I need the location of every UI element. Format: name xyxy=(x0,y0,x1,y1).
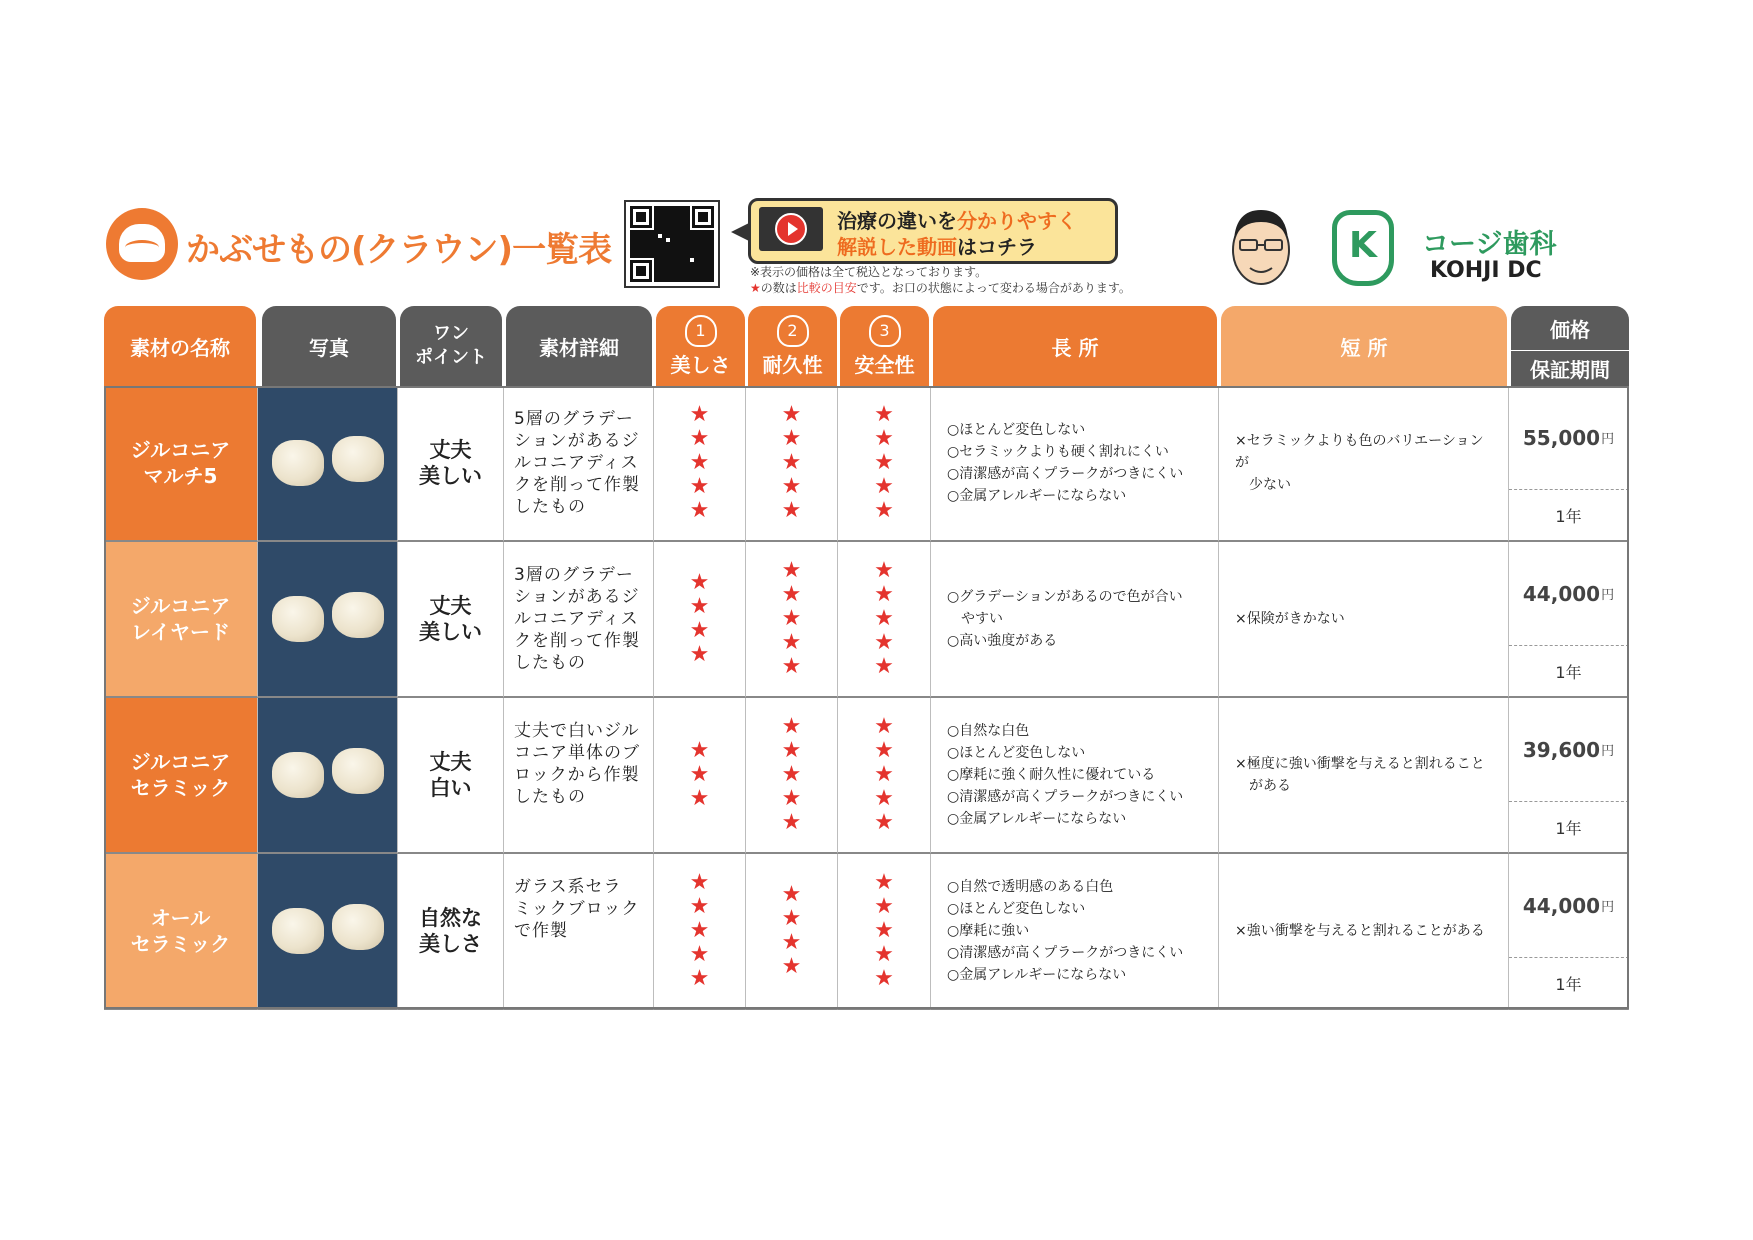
row-price xyxy=(1509,698,1629,802)
pros-item: ○清潔感が高くプラークがつきにくい xyxy=(947,945,1184,961)
row-safety-stars xyxy=(838,542,931,698)
price-value: 39,600 xyxy=(1522,737,1601,762)
row-name: オール セラミック xyxy=(104,854,258,1010)
pros-item: ○セラミックよりも硬く割れにくい xyxy=(947,444,1169,460)
crown-photo-icon xyxy=(332,592,384,638)
clinic-name: コージ歯科 xyxy=(1422,229,1557,260)
row-detail: 丈夫で白いジル コニア単体のブ ロックから作製 したもの xyxy=(504,698,654,854)
row-photo xyxy=(258,542,398,698)
price-value: 44,000 xyxy=(1522,581,1601,606)
col-header-durability: 2 耐久性 xyxy=(748,306,837,386)
safety-rating: ★ ★ ★ ★ ★ xyxy=(874,558,894,679)
beauty-rating: ★ ★ ★ xyxy=(689,738,710,811)
col-header-photo: 写真 xyxy=(262,306,396,386)
crown-photo-icon xyxy=(272,440,324,486)
durability-rating: ★ ★ ★ ★ ★ xyxy=(781,714,802,835)
video-play-icon xyxy=(759,207,823,251)
row-photo xyxy=(258,698,398,854)
col-header-safety: 3 安全性 xyxy=(840,306,929,386)
banner-line-2: 解説した動画はコチラ xyxy=(837,235,1037,259)
tooth-logo-icon xyxy=(106,208,178,280)
row-cons xyxy=(1219,386,1509,542)
row-durability-stars xyxy=(746,542,838,698)
durability-rating: ★ ★ ★ ★ xyxy=(781,882,802,979)
crown-photo-icon xyxy=(272,596,324,642)
col-header-beauty: 1 美しさ xyxy=(656,306,745,386)
pros-item: ○ほとんど変色しない xyxy=(947,901,1086,917)
col-header-point: ワン ポイント xyxy=(400,306,502,386)
pros-item: ○ほとんど変色しない xyxy=(947,422,1086,438)
row-photo xyxy=(258,854,398,1010)
pros-item: ○ほとんど変色しない xyxy=(947,745,1086,761)
row-price xyxy=(1509,542,1629,646)
row-warranty: 1年 xyxy=(1509,490,1629,542)
pros-item: ○摩耗に強い xyxy=(947,923,1030,939)
row-detail: 3層のグラデー ションがあるジ ルコニアディス クを削って作製 したもの xyxy=(504,542,654,698)
row-beauty-stars xyxy=(654,854,746,1010)
beauty-rating: ★ ★ ★ ★ xyxy=(689,570,710,667)
col-header-warranty: 保証期間 xyxy=(1511,350,1629,386)
cons-text: ×セラミックよりも色のバリエーションが 少ない xyxy=(1235,433,1484,493)
pros-item: ○自然な白色 xyxy=(947,723,1030,739)
dentist-face-icon xyxy=(1222,200,1300,288)
col-header-detail: 素材詳細 xyxy=(506,306,652,386)
beauty-rating: ★ ★ ★ ★ ★ xyxy=(689,870,710,991)
row-warranty: 1年 xyxy=(1509,646,1629,698)
safety-rating: ★ ★ ★ ★ ★ xyxy=(874,402,894,523)
yen-unit: 円 xyxy=(1601,744,1615,759)
row-beauty-stars xyxy=(654,542,746,698)
pros-item: ○高い強度がある xyxy=(947,633,1058,649)
row-safety-stars xyxy=(838,698,931,854)
crown-comparison-table xyxy=(104,306,1629,1009)
col-header-cons: 短 所 xyxy=(1221,306,1507,386)
pros-item: ○金属アレルギーにならない xyxy=(947,967,1127,983)
pros-item: ○金属アレルギーにならない xyxy=(947,811,1127,827)
row-safety-stars xyxy=(838,386,931,542)
cons-text: ×極度に強い衝撃を与えると割れること がある xyxy=(1235,756,1485,794)
durability-rating: ★ ★ ★ ★ ★ xyxy=(781,558,802,679)
pros-item: ○清潔感が高くプラークがつきにくい xyxy=(947,789,1184,805)
beauty-rating: ★ ★ ★ ★ ★ xyxy=(689,402,710,523)
row-point: 自然な 美しさ xyxy=(398,854,504,1010)
pros-item: やすい xyxy=(947,611,1003,627)
qr-code-icon[interactable] xyxy=(624,200,720,288)
row-pros xyxy=(931,698,1219,854)
row-detail: ガラス系セラ ミックブロック で作製 xyxy=(504,854,654,1010)
row-pros xyxy=(931,854,1219,1010)
yen-unit: 円 xyxy=(1601,900,1615,915)
row-price xyxy=(1509,854,1629,958)
safety-rating: ★ ★ ★ ★ ★ xyxy=(874,714,894,835)
row-cons xyxy=(1219,698,1509,854)
row-beauty-stars xyxy=(654,386,746,542)
col-header-name: 素材の名称 xyxy=(104,306,256,386)
crown-photo-icon xyxy=(332,436,384,482)
crown-photo-icon xyxy=(272,752,324,798)
row-durability-stars xyxy=(746,854,838,1010)
row-pros xyxy=(931,542,1219,698)
clinic-name-en: KOHJI DC xyxy=(1430,258,1542,283)
crown-photo-icon xyxy=(332,904,384,950)
yen-unit: 円 xyxy=(1601,432,1615,447)
pros-item: ○摩耗に強く耐久性に優れている xyxy=(947,767,1156,783)
row-cons xyxy=(1219,542,1509,698)
row-point: 丈夫 美しい xyxy=(398,542,504,698)
pros-item: ○清潔感が高くプラークがつきにくい xyxy=(947,466,1184,482)
row-point: 丈夫 美しい xyxy=(398,386,504,542)
cons-text: ×強い衝撃を与えると割れることがある xyxy=(1235,923,1485,939)
banner-line-1: 治療の違いを分かりやすく xyxy=(837,209,1077,233)
crown-photo-icon xyxy=(332,748,384,794)
pros-item: ○グラデーションがあるので色が合い xyxy=(947,589,1183,605)
yen-unit: 円 xyxy=(1601,588,1615,603)
row-name: ジルコニア マルチ5 xyxy=(104,386,258,542)
row-pros xyxy=(931,386,1219,542)
page-title: かぶせもの(クラウン)一覧表 xyxy=(186,230,612,270)
star-note: ★の数は比較の目安です。お口の状態によって変わる場合があります。 xyxy=(750,281,1131,295)
clinic-logo-icon: K xyxy=(1332,210,1394,286)
pros-item: ○自然で透明感のある白色 xyxy=(947,879,1114,895)
price-note: ※表示の価格は全て税込となっております。 xyxy=(750,265,988,279)
row-safety-stars xyxy=(838,854,931,1010)
durability-rating: ★ ★ ★ ★ ★ xyxy=(781,402,802,523)
crown-photo-icon xyxy=(272,908,324,954)
row-beauty-stars xyxy=(654,698,746,854)
row-warranty: 1年 xyxy=(1509,958,1629,1010)
price-value: 55,000 xyxy=(1522,425,1601,450)
row-durability-stars xyxy=(746,386,838,542)
pros-item: ○金属アレルギーにならない xyxy=(947,488,1127,504)
row-name: ジルコニア セラミック xyxy=(104,698,258,854)
video-link-banner[interactable] xyxy=(748,198,1118,264)
price-value: 44,000 xyxy=(1522,893,1601,918)
row-name: ジルコニア レイヤード xyxy=(104,542,258,698)
row-cons xyxy=(1219,854,1509,1010)
row-price xyxy=(1509,386,1629,490)
col-header-price: 価格 xyxy=(1511,306,1629,350)
safety-rating: ★ ★ ★ ★ ★ xyxy=(874,870,894,991)
row-photo xyxy=(258,386,398,542)
col-header-pros: 長 所 xyxy=(933,306,1217,386)
row-durability-stars xyxy=(746,698,838,854)
cons-text: ×保険がきかない xyxy=(1235,611,1345,627)
row-warranty: 1年 xyxy=(1509,802,1629,854)
row-detail: 5層のグラデー ションがあるジ ルコニアディス クを削って作製 したもの xyxy=(504,386,654,542)
row-point: 丈夫 白い xyxy=(398,698,504,854)
